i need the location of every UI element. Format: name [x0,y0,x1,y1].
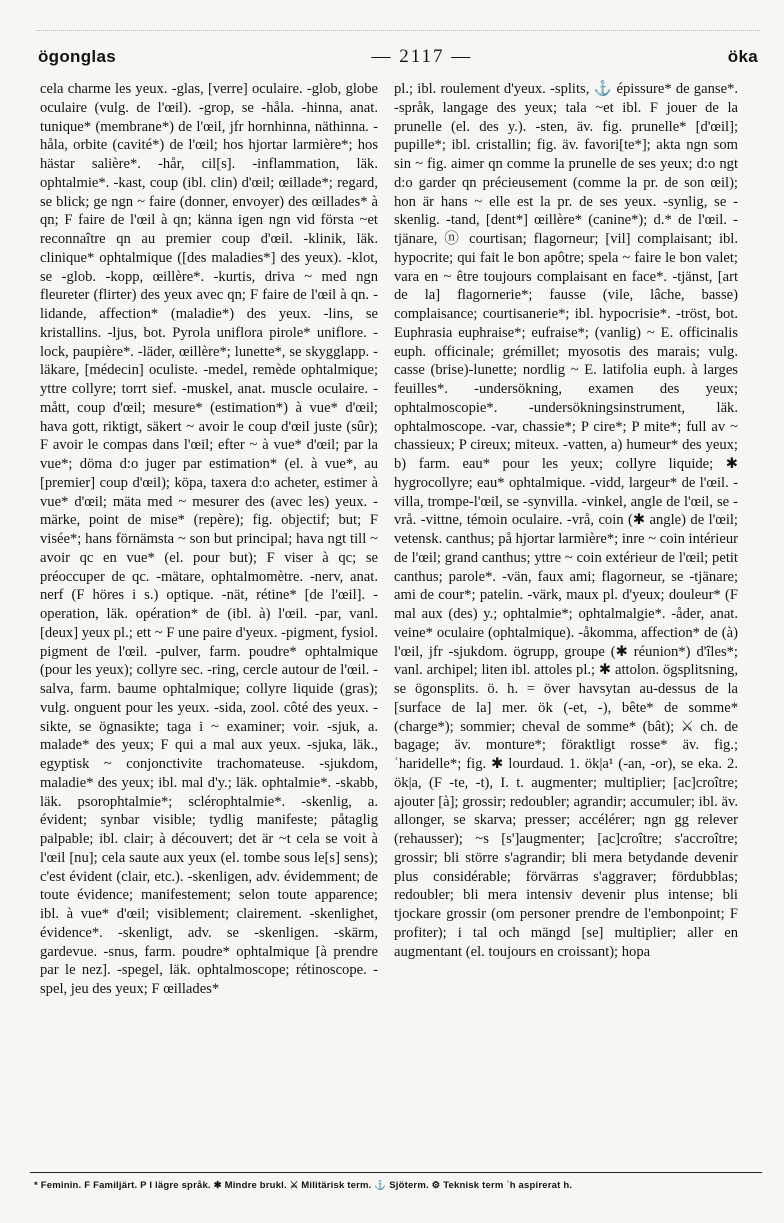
right-column-text: pl.; ibl. roulement d'yeux. -splits, ⚓ épissure* de ganse*. -språk, langage des yeux; tala ~et ibl. F jouer de la prunelle (el. des y.). -sten, äv. fig. prunelle* [d'œil]; pupille*; ibl. cristallin; fig. äv. favori[te*]; akta ngn som sin ~ fig. aimer qn comme la prunelle de ses yeux; d:o ngt d:o garder qn précieusement (comme la pr. de son œil); hon är hans ~ elle est la pr. de ses yeux. -synlig, se -skenlig. -tand, [dent*] œillère* (canine*); d.* de l'œil. -tjänare, ⓝ courtisan; flagorneur; [vil] complaisant; ibl. hypocrite; qui fait le bon apôtre; spela ~ faire le bon valet; vara en ~ être toujours complaisant en face*. -tjänst, [art de la] flagornerie*; fausse (vile, lâche, basse) complaisance; courtisanerie*; ibl. hypocrisie*. -tröst, bot. Euphrasia euphraise*; eufraise*; (vanlig) ~ E. officinalis euph. officinale; grémillet; myosotis des marais; vulg. casse (brise)-lunette; nordlig ~ E. latifolia euph. à larges feuilles*. -undersökning, examen des yeux; ophtalmoscopie*. -undersökningsinstrument, läk. ophtalmoscope. -var, chassie*; P cire*; P mite*; full av ~ chassieux; P cireux; miteux. -vatten, a) humeur* des yeux; b) farm. eau* pour les yeux; collyre liquide; ✱ hygrocollyre; eau* ophtalmique. -vidd, largeur* de l'œil. -villa, trompe-l'œil, se -synvilla. -vinkel, angle de l'œil, se -vrå. -vittne, témoin oculaire. -vrå, coin (✱ angle) de l'œil; vetensk. canthus; på hjortar larmière*; inre ~ coin intérieur de l'œil; grand canthus; yttre ~ coin extérieur de l'œil; petit canthus; parole*. -vän, faux ami; flagorneur, se -tjänare; ami de cour*; patelin. -värk, maux pl. d'yeux; douleur* (F mal aux (des) y.; ophtalmie*; ophtalmalgie*. -åder, anat. veine* oculaire (ophtalmique). -åkomma, affection* de (à) l'œil, jfr -sjukdom. ögrupp, groupe (✱ réunion*) d'îles*; vanl. archipel; liten ibl. attoles pl.; ✱ attolon. ögsplitsning, se ögonsplits. ö. h. = över havsytan au-dessus de la [surface de la] mer. ök (-et, -), bête* de somme* (charge*); sommier; cheval de somme* (bât); ⚔ ch. de bagage; äv. monture*; föraktligt rosse* äv. fig.; ʿharidelle*; fig. ✱ lourdaud. 1. ök|a¹ (-an, -or), se eka. 2. ök|a, (F -te, -t), I. t. augmenter; multiplier; [ac]croître; ajouter [à]; grossir; redoubler; agrandir; accumuler; ibl. äv. allonger, se skarva; presser; accélérer; ngn gg relever (rehausser); ~s [s']augmenter; [ac]croître; s'accroître; grossir; bli större s'agrandir; bli mera betydande devenir plus considérable; förvärras s'aggraver; fördubblas; redoubler; bli mera intensiv devenir plus intense; bli tjockare grossir (om personer prendre de l'embonpoint; F profiter); i tal och mängd [se] multiplier; aller en augmentant (el. toujours en croissant); hopa [394,81,738,960]
abbreviation-footnote: * Feminin. F Familjärt. P I lägre språk. ✱ Mindre brukl. ⚔ Militärisk term. ⚓ Sjöterm. ⚙ Teknisk term ʿh aspirerat h. [34,1180,573,1191]
header-left-guide-word: ögonglas [38,47,116,66]
page-header [38,46,758,72]
top-edge-rule [36,30,760,32]
header-right-guide-word: öka [727,47,758,66]
footnote-divider [30,1172,762,1173]
left-column-text: cela charme les yeux. -glas, [verre] oculaire. -glob, globe oculaire (vulg. de l'œil). -grop, se -håla. -hinna, anat. tunique* (membrane*) de l'œil, jfr hornhinna, näthinna. -håla, orbite (cavité*) de l'œil; hos hjortar larmière*; hos hästar salière*. -hår, cil[s]. -inflammation, läk. ophtalmie*. -kast, coup (ibl. clin) d'œil; œillade*; regard, se blick; ge ngn ~ faire (donner, envoyer) des œillades* à qn; F faire de l'œil à qn; känna igen ngn vid första ~et reconnaître qn au premier coup d'œil. -klinik, läk. clinique* ophtalmique ([des maladies*] des yeux). -klot, se -glob. -kopp, œillère*. -kurtis, driva ~ med ngn fleureter (flirter) des yeux avec qn; F faire de l'œil à qn. -lidande, affection* (maladie*) des yeux. -lins, se kristallins. -ljus, bot. Pyrola uniflora pirole* uniflore. -lock, paupière*. -läder, œillère*; lunette*, se skygglapp. -läkare, [médecin] oculiste. -medel, remède ophtalmique; yttre collyre; torrt sief. -muskel, anat. muscle oculaire. -mått, coup d'œil; mesure* (estimation*) à vue* d'œil; hava gott, riktigt, säkert ~ avoir le coup d'œil juste (sûr); F avoir le compas dans l'œil; efter ~ à vue* d'œil; par la vue*; döma d:o juger par estimation* (el. à vue*, au [premier] coup d'œil); köpa, taxera d:o acheter, estimer à vue* d'œil; mäta med ~ mesurer des (avec les) yeux. -märke, point de mise* (repère); fig. objectif; but; F visée*; hans förnämsta ~ son but principal; hava ngt till ~ avoir qc en vue* (el. pour but); F viser à qc; se préoccuper de qc. -mätare, ophtalmomètre. -nerv, anat. nerf (F höres i s.) optique. -nät, rétine* [de l'œil]. -operation, läk. opération* de (ibl. à) l'œil. -par, vanl. [deux] yeux pl.; ett ~ F une paire d'yeux. -pigment, fysiol. pigment de l'œil. -pulver, farm. poudre* ophtalmique (pour les yeux); collyre sec. -ring, cercle autour de l'œil. -salva, farm. baume ophtalmique; collyre liquide (gras); vulg. onguent pour les yeux. -sida, zool. côté des yeux. -sikte, se ögnasikte; taga i ~ examiner; voir. -sjuk, a. malade* des yeux; F qui a mal aux yeux. -sjuka, läk., egyptisk ~ conjonctivite trachomateuse. -sjukdom, maladie* des yeux; ibl. mal d'y.; läk. ophtalmie*. -skabb, läk. psorophtalmie*; sclérophtalmie*. -skenlig, a. évident; synbar visible; tydlig manifeste; påtaglig palpable; ibl. clair; à découvert; det är ~t cela se voit à l'œil [nu]; cela saute aux yeux (el. tombe sous le[s] sens); c'est évident (clair, etc.). -skenligen, adv. évidemment; de toute évidence; manifestement; selon toute apparence; ibl. à vue* d'œil; visiblement; clairement. -skenlighet, évidence*. -skenligt, adv. se -skenligen. -skärm, gardevue. -snus, farm. poudre* ophtalmique [à prendre par le nez]. -spegel, läk. ophtalmoscope; rétinoscope. -spel, jeu des yeux; F œillades* [40,81,378,997]
page-number: — 2117 — [371,46,473,67]
